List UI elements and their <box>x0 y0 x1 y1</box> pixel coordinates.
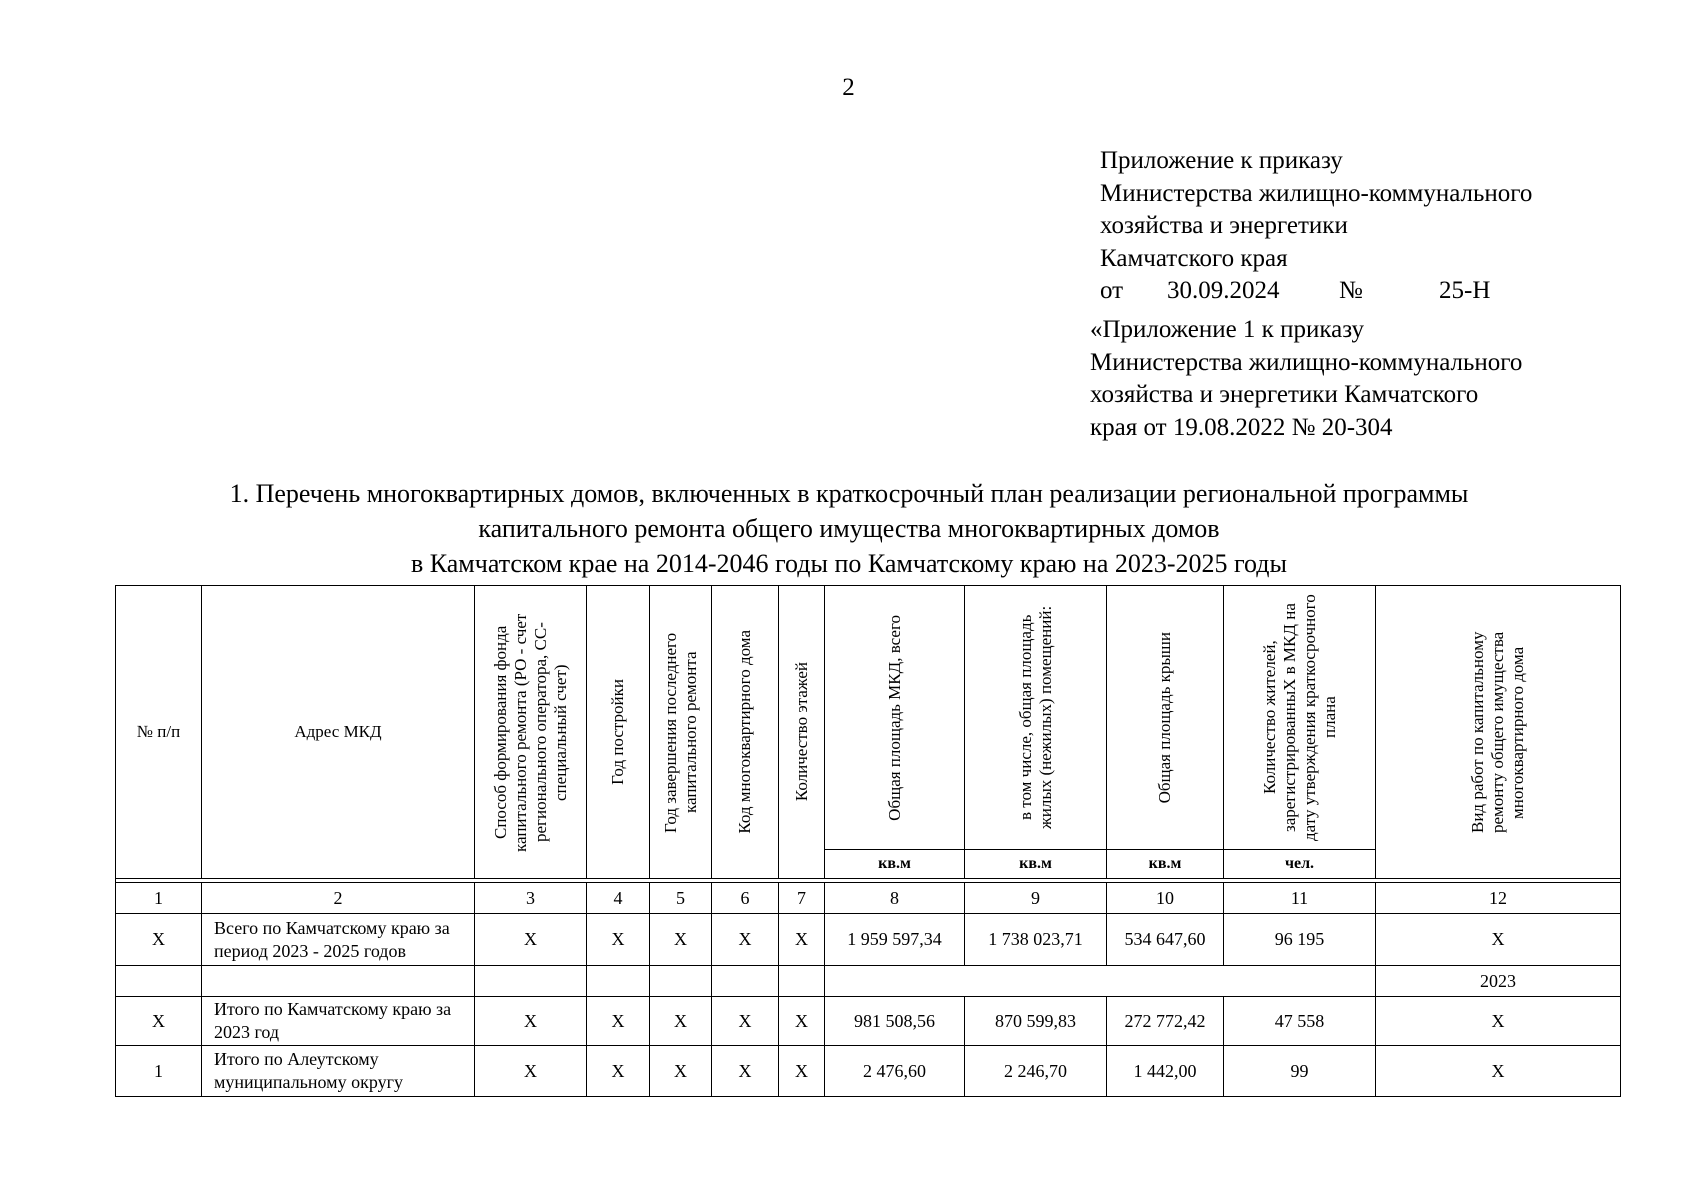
column-number: 8 <box>825 883 965 914</box>
houses-table <box>115 585 1621 1097</box>
header-label: Год завершения последнего капитального ремонта <box>660 631 700 833</box>
table-row-municipality-total <box>116 1046 1621 1097</box>
column-number: 11 <box>1224 883 1376 914</box>
header-label: в том числе, общая площадь жилых (нежилых) помещений: <box>1015 605 1055 830</box>
column-number: 6 <box>712 883 779 914</box>
row-number: Х <box>116 914 202 966</box>
column-number: 2 <box>202 883 475 914</box>
year-label: 2023 <box>1376 966 1621 997</box>
unit-label: кв.м <box>965 850 1107 879</box>
row-last-repair-year: Х <box>650 1046 712 1097</box>
title-line: в Камчатском крае на 2014-2046 годы по Камчатскому краю на 2023-2025 годы <box>410 549 1287 578</box>
order-reference <box>1100 275 1532 308</box>
appendix-line: «Приложение 1 к приказу <box>1090 316 1365 343</box>
header-house-code <box>712 586 779 879</box>
column-number: 4 <box>587 883 650 914</box>
row-floors: Х <box>779 914 825 966</box>
column-number: 5 <box>650 883 712 914</box>
document-title <box>100 476 1598 581</box>
row-work-type: Х <box>1376 914 1621 966</box>
table-row-year <box>116 966 1621 997</box>
row-year-built: Х <box>587 997 650 1046</box>
table-row-grand-total <box>116 914 1621 966</box>
header-label: Количество жителей, зарегистрированныХ в МКД на дату утверждения краткосрочного плана <box>1259 594 1339 841</box>
row-residents: 47 558 <box>1224 997 1376 1046</box>
row-residents: 96 195 <box>1224 914 1376 966</box>
title-line: капитального ремонта общего имущества многоквартирных домов <box>478 514 1220 543</box>
header-label: Общая площадь крыши <box>1155 631 1174 804</box>
row-roof-area: 272 772,42 <box>1107 997 1224 1046</box>
unit-label: кв.м <box>1107 850 1224 879</box>
header-living-area <box>965 586 1107 850</box>
row-roof-area: 534 647,60 <box>1107 914 1224 966</box>
header-label: Год постройки <box>608 679 627 785</box>
empty-cell <box>587 966 650 997</box>
row-funding-method: Х <box>475 914 587 966</box>
row-address: Итого по Алеутскому муниципальному округу <box>202 1046 475 1097</box>
header-label: Количество этажей <box>791 662 811 802</box>
row-last-repair-year: Х <box>650 914 712 966</box>
order-date: 30.09.2024 <box>1167 277 1280 304</box>
table-header-row <box>116 586 1621 850</box>
row-roof-area: 1 442,00 <box>1107 1046 1224 1097</box>
row-total-area: 981 508,56 <box>825 997 965 1046</box>
title-line: 1. Перечень многоквартирных домов, включенных в краткосрочный план реализации региональной программы <box>229 479 1469 508</box>
empty-cell <box>650 966 712 997</box>
column-number: 9 <box>965 883 1107 914</box>
row-floors: Х <box>779 1046 825 1097</box>
header-funding-method <box>475 586 587 879</box>
column-number: 3 <box>475 883 587 914</box>
row-total-area: 2 476,60 <box>825 1046 965 1097</box>
row-living-area: 2 246,70 <box>965 1046 1107 1097</box>
row-address: Итого по Камчатскому краю за 2023 год <box>202 997 475 1046</box>
appendix-line: Министерства жилищно-коммунального <box>1100 179 1533 207</box>
header-label: Способ формирования фонда капитального ремонта (РО - счет регионального оператора, СС-специальный счет) <box>490 612 570 852</box>
column-number: 10 <box>1107 883 1224 914</box>
header-label: Общая площадь МКД, всего <box>884 614 904 821</box>
header-roof-area <box>1107 586 1224 850</box>
appendix-current-order <box>1100 145 1532 308</box>
header-number: № п/п <box>116 586 202 879</box>
row-year-built: Х <box>587 1046 650 1097</box>
appendix-previous-order <box>1090 314 1522 444</box>
appendix-line: хозяйства и энергетики Камчатского <box>1090 381 1479 408</box>
row-work-type: Х <box>1376 1046 1621 1097</box>
row-house-code: Х <box>712 914 779 966</box>
table-row-year-total <box>116 997 1621 1046</box>
appendix-line: хозяйства и энергетики <box>1100 212 1348 239</box>
row-funding-method: Х <box>475 997 587 1046</box>
header-work-type <box>1376 586 1621 879</box>
row-funding-method: Х <box>475 1046 587 1097</box>
row-last-repair-year: Х <box>650 997 712 1046</box>
appendix-line: края от 19.08.2022 № 20-304 <box>1090 413 1393 441</box>
table-numbering-row <box>116 883 1621 914</box>
row-number: 1 <box>116 1046 202 1097</box>
order-prefix: от <box>1100 277 1124 304</box>
appendix-line: Камчатского края <box>1100 244 1288 272</box>
empty-cell <box>825 966 1376 997</box>
column-number: 7 <box>779 883 825 914</box>
appendix-line: Министерства жилищно-коммунального <box>1090 348 1523 376</box>
header-year-built <box>587 586 650 879</box>
row-address: Всего по Камчатскому краю за период 2023 - 2025 годов <box>202 914 475 966</box>
row-living-area: 870 599,83 <box>965 997 1107 1046</box>
row-floors: Х <box>779 997 825 1046</box>
order-number: 25-Н <box>1439 277 1491 304</box>
row-residents: 99 <box>1224 1046 1376 1097</box>
empty-cell <box>779 966 825 997</box>
row-total-area: 1 959 597,34 <box>825 914 965 966</box>
row-year-built: Х <box>587 914 650 966</box>
order-number-sign: № <box>1339 277 1363 304</box>
empty-cell <box>116 966 202 997</box>
empty-cell <box>712 966 779 997</box>
column-number: 1 <box>116 883 202 914</box>
header-total-area <box>825 586 965 850</box>
row-number: Х <box>116 997 202 1046</box>
row-house-code: Х <box>712 997 779 1046</box>
row-living-area: 1 738 023,71 <box>965 914 1107 966</box>
header-label: Код многоквартирного дома <box>735 630 754 834</box>
appendix-line: Приложение к приказу <box>1100 147 1343 174</box>
header-floors <box>779 586 825 879</box>
header-residents <box>1224 586 1376 850</box>
empty-cell <box>202 966 475 997</box>
header-last-repair-year <box>650 586 712 879</box>
row-work-type: Х <box>1376 997 1621 1046</box>
empty-cell <box>475 966 587 997</box>
header-label: Вид работ по капитальному ремонту общего имущества многоквартирного дома <box>1468 631 1527 833</box>
page-number: 2 <box>842 74 855 101</box>
unit-label: чел. <box>1224 850 1376 879</box>
header-address: Адрес МКД <box>202 586 475 879</box>
unit-label: кв.м <box>825 850 965 879</box>
column-number: 12 <box>1376 883 1621 914</box>
row-house-code: Х <box>712 1046 779 1097</box>
